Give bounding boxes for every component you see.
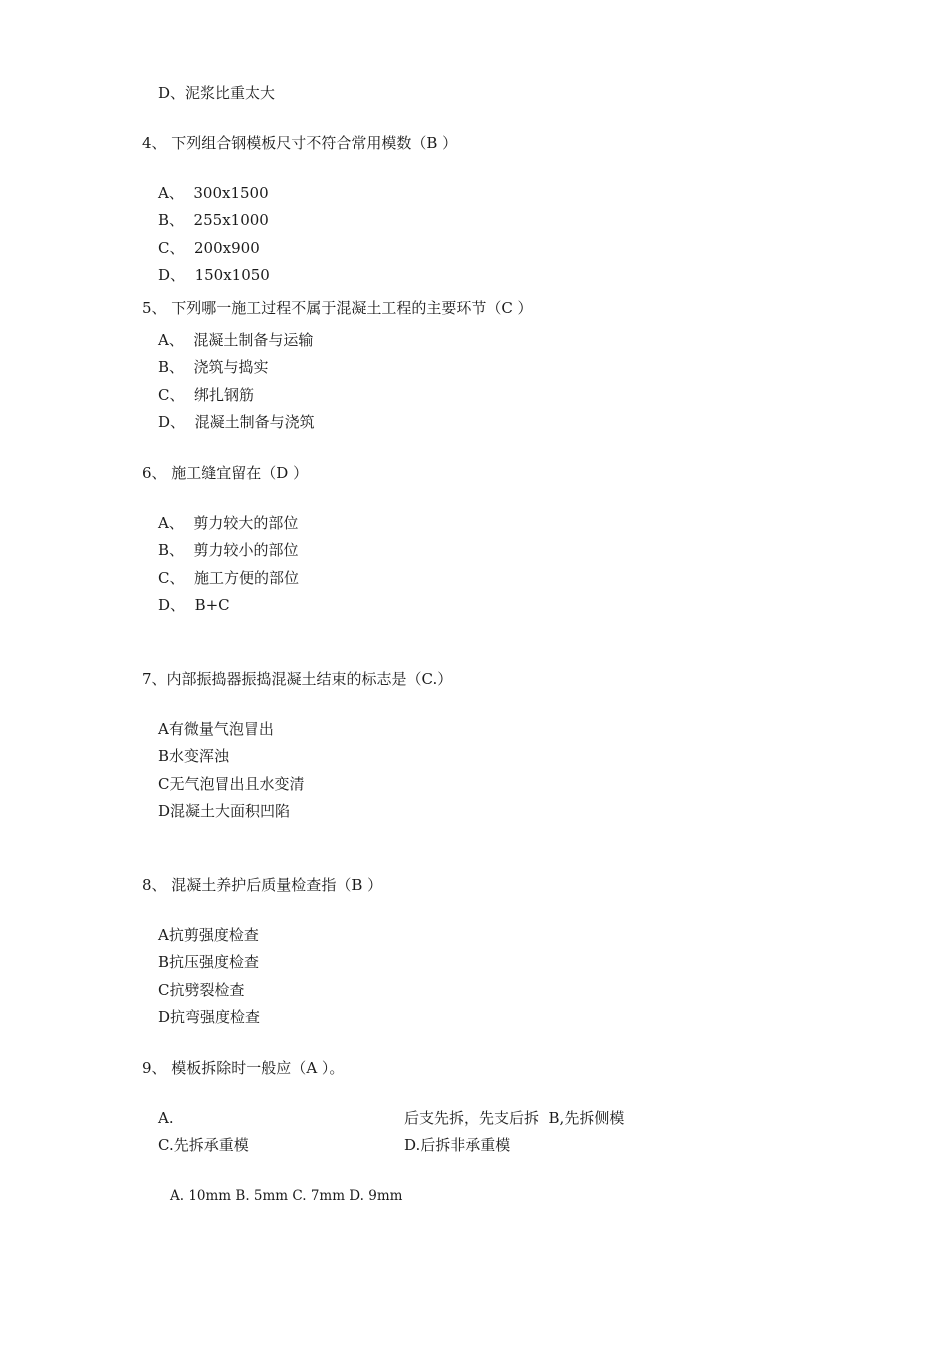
q7-option-d: D混凝土大面积凹陷 xyxy=(158,802,291,820)
q8-option-d: D抗弯强度检查 xyxy=(158,1008,261,1026)
q7-option-b: B水变浑浊 xyxy=(158,747,230,765)
q6-option-b: B、 剪力较小的部位 xyxy=(158,541,299,559)
q8-option-a: A抗剪强度检查 xyxy=(158,926,259,944)
question-6: 6、 施工缝宜留在（D ） xyxy=(142,464,309,482)
q6-option-c: C、 施工方便的部位 xyxy=(158,569,300,587)
q4-option-a: A、 300x1500 xyxy=(158,184,269,202)
q8-option-c: C抗劈裂检查 xyxy=(158,981,245,999)
trailing-options: A. 10mm B. 5mm C. 7mm D. 9mm xyxy=(170,1188,403,1204)
q9-option-d: D.后拆非承重模 xyxy=(404,1136,511,1154)
question-4: 4、 下列组合钢模板尺寸不符合常用模数（B ） xyxy=(142,134,458,152)
q6-option-d: D、 B+C xyxy=(158,596,230,614)
option-d-fragment: D、泥浆比重太大 xyxy=(158,84,276,102)
q6-option-a: A、 剪力较大的部位 xyxy=(158,514,299,532)
question-7: 7、内部振捣器振捣混凝土结束的标志是（C.） xyxy=(142,670,453,688)
q7-option-c: C无气泡冒出且水变清 xyxy=(158,775,305,793)
question-9: 9、 模板拆除时一般应（A ）。 xyxy=(142,1059,345,1077)
q9-option-a-text: 后支先拆，先支后拆 B,先拆侧模 xyxy=(404,1109,625,1127)
q8-option-b: B抗压强度检查 xyxy=(158,953,260,971)
q9-option-a: A. xyxy=(158,1109,174,1127)
q5-option-d: D、 混凝土制备与浇筑 xyxy=(158,413,315,431)
q4-option-d: D、 150x1050 xyxy=(158,266,270,284)
q7-option-a: A有微量气泡冒出 xyxy=(158,720,274,738)
q9-option-c: C.先拆承重模 xyxy=(158,1136,249,1154)
question-5: 5、 下列哪一施工过程不属于混凝土工程的主要环节（C ） xyxy=(142,299,533,317)
q4-option-c: C、 200x900 xyxy=(158,239,260,257)
question-8: 8、 混凝土养护后质量检查指（B ） xyxy=(142,876,383,894)
q4-option-b: B、 255x1000 xyxy=(158,211,269,229)
q5-option-a: A、 混凝土制备与运输 xyxy=(158,331,314,349)
q5-option-b: B、 浇筑与捣实 xyxy=(158,358,269,376)
q5-option-c: C、 绑扎钢筋 xyxy=(158,386,255,404)
